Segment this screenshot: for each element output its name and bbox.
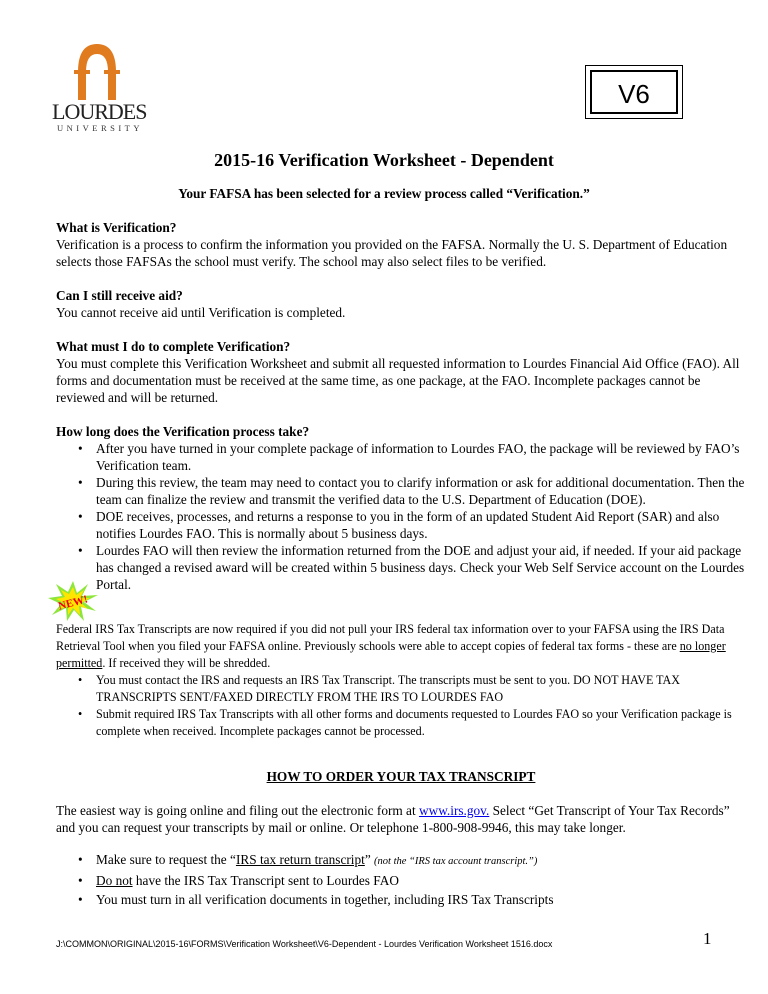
list-item: • Do not have the IRS Tax Transcript sent to Lourdes FAO [96,871,746,890]
list-item: • You must contact the IRS and requests an IRS Tax Transcript. The transcripts must be sent to you. DO NOT HAVE TAX TRANSCRIPTS SENT/FAXED DIRECTLY FROM THE IRS TO LOURDES FAO [96,672,746,706]
document-body [56,219,746,909]
section-can-i: Can I still receive aid? You cannot receive aid until Verification is completed. [56,288,346,320]
list-item: • Lourdes FAO will then review the information returned from the DOE and adjust your aid, if needed. If your aid package has changed a revised award will be created within 5 business days. Check your Web Self Service account on the Lourdes Portal. [96,542,746,593]
howto-heading: HOW TO ORDER YOUR TAX TRANSCRIPT [266,769,536,784]
lourdes-logo: LOURDES UNIVERSITY [52,42,142,132]
new-badge-icon [48,581,98,617]
list-item: • Make sure to request the “IRS tax return transcript” (not the “IRS tax account transcript.”) [96,850,746,871]
howto-paragraph: The easiest way is going online and filing out the electronic form at www.irs.gov. Select “Get Transcript of Your Tax Records” and you can request your transcripts by mail or online. Or telephone 1-800-908-9946, this may take longer. [56,803,730,835]
section-how-long: How long does the Verification process take? • After you have turned in your complete package of information to Lourdes FAO, the package will be reviewed by FAO’s Verification team. • During this review, the team may need to contact you to clarify information or ask for additional documentation. Then the team can finalize the review and transmit the verified data to the U.S. Department of Education (DOE). • DOE receives, processes, and returns a response to you in the form of an updated Student Aid Report (SAR) and also notifies Lourdes FAO. This is normally about 5 business days. • Lourdes FAO will then review the information returned from the DOE and adjust your aid, if needed. If your aid package has changed a revised award will be created within 5 business days. Check your Web Self Service account on the Lourdes Portal. [56,423,746,593]
subtitle: Your FAFSA has been selected for a review process called “Verification.” [178,186,590,201]
svg-text:NEW!: NEW! [56,593,90,613]
irs-notice: Federal IRS Tax Transcripts are now required if you did not pull your IRS federal tax information over to your FAFSA using the IRS Data Retrieval Tool when you filed your FAFSA online. Previously schools were able to accept copies of federal tax forms - these are no longer permitted. If received they will be shredded. • You must contact the IRS and requests an IRS Tax Transcript. The transcripts must be sent to you. DO NOT HAVE TAX TRANSCRIPTS SENT/FAXED DIRECTLY FROM THE IRS TO LOURDES FAO • Submit required IRS Tax Transcripts with all other forms and documents requested to Lourdes FAO so your Verification package is complete when received. Incomplete packages cannot be processed. [56,621,746,740]
list-item: • After you have turned in your complete package of information to Lourdes FAO, the package will be reviewed by FAO’s Verification team. [96,440,746,474]
file-path-footer: J:\COMMON\ORIGINAL\2015-16\FORMS\Verification Worksheet\V6-Dependent - Lourdes Verification Worksheet 1516.docx [56,939,553,949]
irs-link[interactable]: www.irs.gov. [418,803,490,818]
arch-icon [74,42,120,100]
version-box: V6 [585,65,683,119]
page-title: 2015-16 Verification Worksheet - Dependent [214,150,554,170]
list-item: • You must turn in all verification documents in together, including IRS Tax Transcripts [96,890,746,909]
list-item: • During this review, the team may need to contact you to clarify information or ask for additional documentation. Then the team can finalize the review and transmit the verified data to the U.S. Department of Education (DOE). [96,474,746,508]
list-item: • DOE receives, processes, and returns a response to you in the form of an updated Student Aid Report (SAR) and also notifies Lourdes FAO. This is normally about 5 business days. [96,508,746,542]
list-item: • Submit required IRS Tax Transcripts with all other forms and documents requested to Lourdes FAO so your Verification package is complete when received. Incomplete packages cannot be processed. [96,706,746,740]
section-what-is: What is Verification? Verification is a process to confirm the information you provided on the FAFSA. Normally the U. S. Department of Education selects those FAFSAs the school must verify. The school may also select files to be verified. [56,220,728,269]
section-what-must: What must I do to complete Verification? You must complete this Verification Worksheet and submit all requested information to Lourdes Financial Aid Office (FAO). All forms and documentation must be received at the same time, as one package, at the FAO. Incomplete packages cannot be reviewed and will be returned. [56,339,740,405]
page-number: 1 [703,929,712,948]
